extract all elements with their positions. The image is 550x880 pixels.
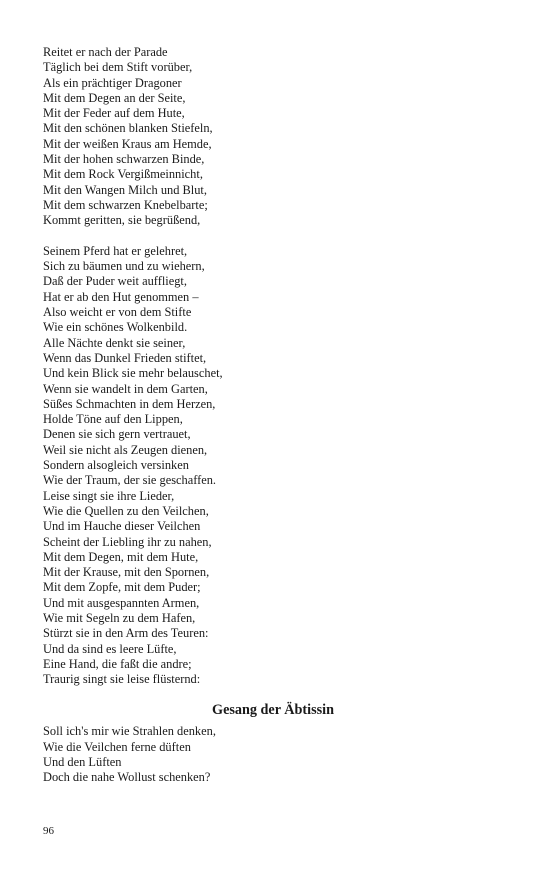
page-body — [43, 45, 503, 786]
stanza-2 — [43, 244, 503, 688]
song-title: Gesang der Äbtissin — [212, 702, 334, 719]
verse-line: Wie die Veilchen ferne düften — [43, 739, 191, 754]
verse-line: Mit der Feder auf dem Hute, — [43, 106, 185, 121]
verse-line: Wie mit Segeln zu dem Hafen, — [43, 610, 196, 625]
verse-line: Leise singt sie ihre Lieder, — [43, 488, 175, 503]
verse-line: Soll ich's mir wie Strahlen denken, — [43, 724, 216, 739]
verse-line: Stürzt sie in den Arm des Teuren: — [43, 626, 209, 641]
verse-line: Weil sie nicht als Zeugen dienen, — [43, 442, 208, 457]
verse-line: Mit den schönen blanken Stiefeln, — [43, 121, 213, 136]
verse-line: Wie ein schönes Wolkenbild. — [43, 320, 188, 335]
verse-line: Mit der hohen schwarzen Binde, — [43, 152, 205, 167]
verse-line: Eine Hand, die faßt die andre; — [43, 656, 192, 671]
verse-line: Mit dem Degen an der Seite, — [43, 90, 186, 105]
verse-line: Mit dem Zopfe, mit dem Puder; — [43, 580, 201, 595]
verse-line: Kommt geritten, sie begrüßend, — [43, 213, 201, 228]
verse-line: Und im Hauche dieser Veilchen — [43, 519, 201, 534]
verse-line: Und den Lüften — [43, 755, 122, 770]
verse-line: Mit dem Degen, mit dem Hute, — [43, 549, 199, 564]
verse-line: Süßes Schmachten in dem Herzen, — [43, 396, 216, 411]
verse-line: Wenn sie wandelt in dem Garten, — [43, 381, 208, 396]
verse-line: Und da sind es leere Lüfte, — [43, 641, 177, 656]
verse-line: Alle Nächte denkt sie seiner, — [43, 335, 186, 350]
song-stanza — [43, 724, 503, 785]
verse-line: Reitet er nach der Parade — [43, 45, 168, 59]
verse-line: Hat er ab den Hut genommen – — [43, 289, 199, 304]
stanza-gap — [43, 229, 503, 244]
page-number: 96 — [43, 825, 54, 837]
verse-line: Als ein prächtiger Dragoner — [43, 75, 182, 90]
verse-line: Täglich bei dem Stift vorüber, — [43, 60, 193, 75]
verse-line: Mit der weißen Kraus am Hemde, — [43, 136, 212, 151]
verse-line: Daß der Puder weit auffliegt, — [43, 274, 187, 289]
verse-line: Wenn das Dunkel Frieden stiftet, — [43, 350, 207, 365]
verse-line: Mit dem Rock Vergißmeinnicht, — [43, 167, 203, 182]
verse-line: Holde Töne auf den Lippen, — [43, 412, 183, 427]
verse-line: Denen sie sich gern vertrauet, — [43, 427, 191, 442]
verse-line: Wie der Traum, der sie geschaffen. — [43, 473, 217, 488]
verse-line: Sich zu bäumen und zu wiehern, — [43, 259, 205, 274]
verse-line: Traurig singt sie leise flüsternd: — [43, 672, 201, 687]
verse-line: Und kein Blick sie mehr belauschet, — [43, 366, 223, 381]
verse-line: Sondern alsogleich versinken — [43, 458, 189, 473]
verse-line: Also weicht er von dem Stifte — [43, 305, 192, 320]
verse-line: Mit den Wangen Milch und Blut, — [43, 182, 207, 197]
verse-line: Wie die Quellen zu den Veilchen, — [43, 503, 209, 518]
verse-line: Doch die nahe Wollust schenken? — [43, 770, 211, 785]
verse-line: Und mit ausgespannten Armen, — [43, 595, 200, 610]
verse-line: Mit dem schwarzen Knebelbarte; — [43, 197, 208, 212]
verse-line: Seinem Pferd hat er gelehret, — [43, 243, 188, 258]
verse-line: Scheint der Liebling ihr zu nahen, — [43, 534, 212, 549]
stanza-1 — [43, 45, 503, 229]
verse-line: Mit der Krause, mit den Spornen, — [43, 565, 210, 580]
